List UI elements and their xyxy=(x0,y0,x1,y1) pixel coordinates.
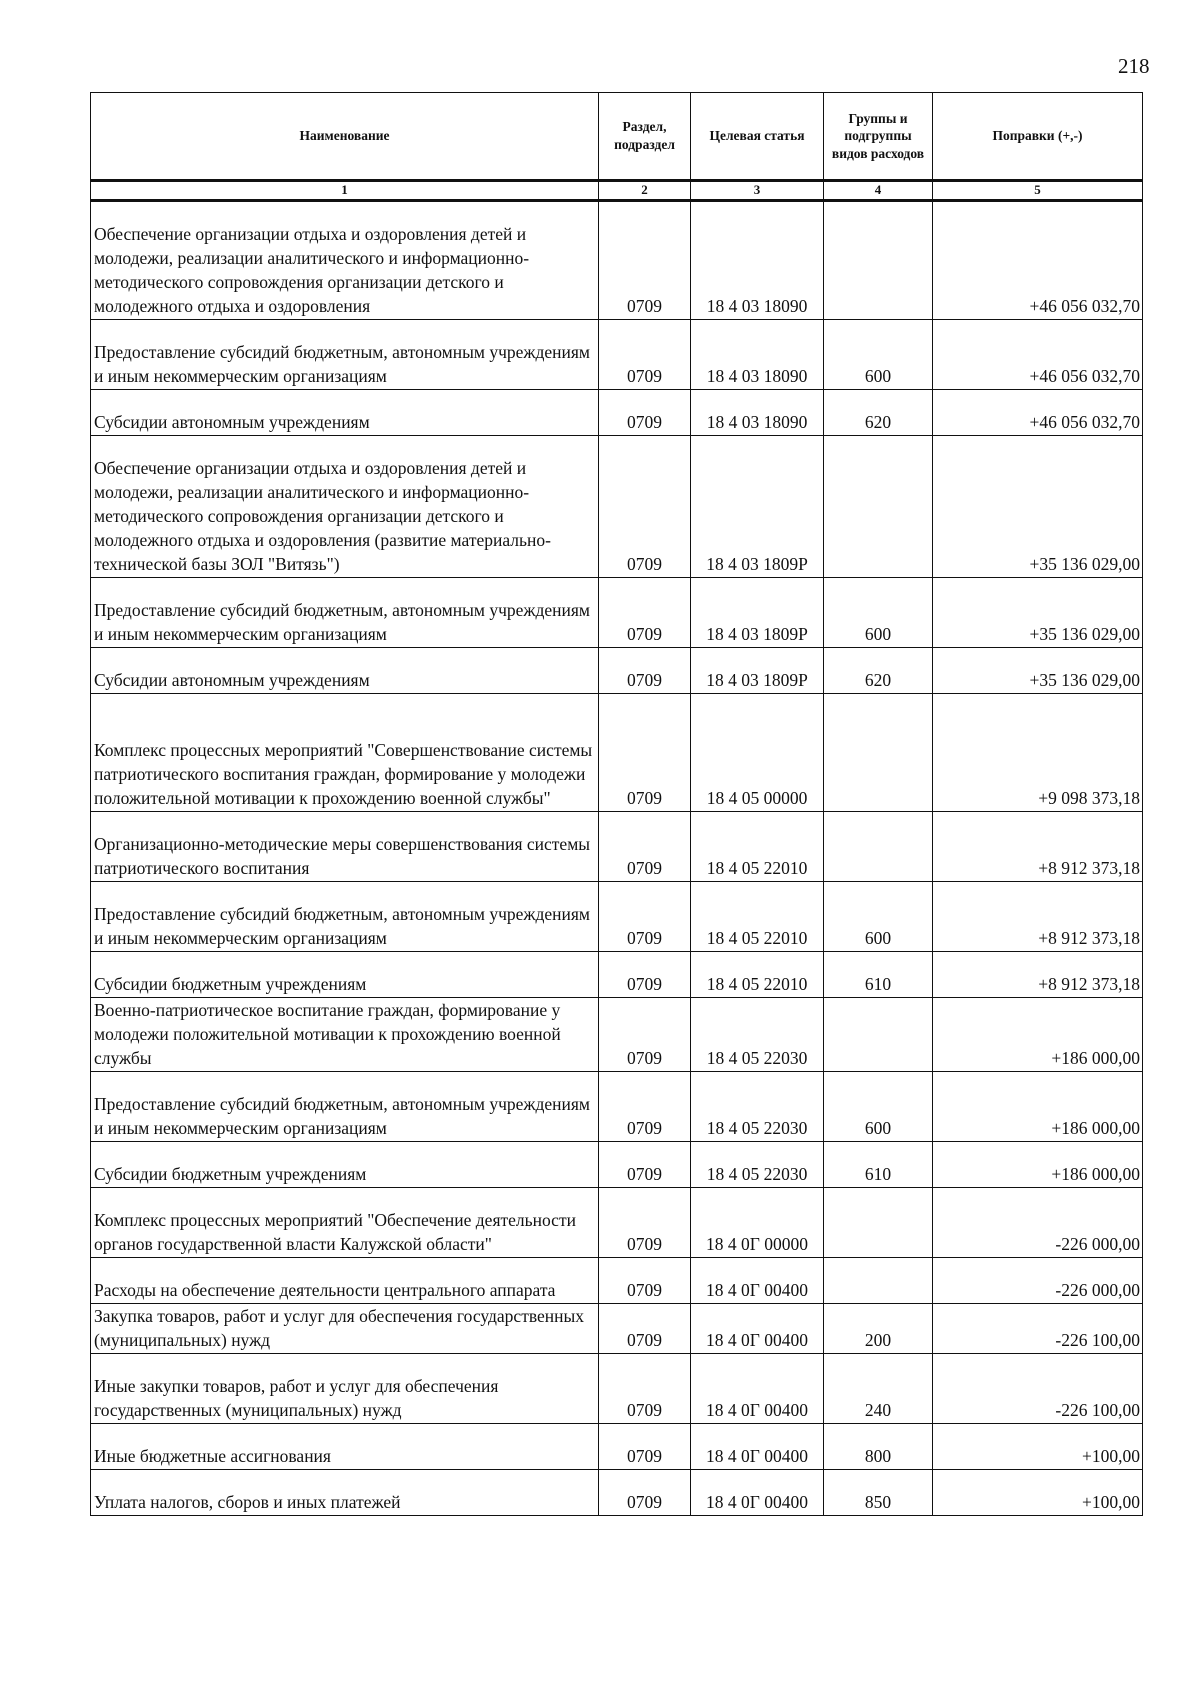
row-target-article: 18 4 05 22030 xyxy=(691,997,824,1071)
column-number-row xyxy=(91,181,1143,201)
table-row xyxy=(91,1469,1143,1515)
row-expense-group: 600 xyxy=(824,577,933,647)
row-expense-group: 240 xyxy=(824,1353,933,1423)
row-expense-group xyxy=(824,1187,933,1257)
row-section: 0709 xyxy=(599,319,691,389)
row-section: 0709 xyxy=(599,200,691,319)
row-amendment-amount: +186 000,00 xyxy=(933,997,1143,1071)
row-name: Субсидии бюджетным учреждениям xyxy=(91,951,599,997)
header-amendments: Поправки (+,-) xyxy=(933,93,1143,181)
row-amendment-amount: +46 056 032,70 xyxy=(933,319,1143,389)
row-expense-group: 600 xyxy=(824,1071,933,1141)
row-amendment-amount: +100,00 xyxy=(933,1469,1143,1515)
row-amendment-amount: +35 136 029,00 xyxy=(933,435,1143,577)
row-target-article: 18 4 05 22010 xyxy=(691,881,824,951)
table-row xyxy=(91,811,1143,881)
row-amendment-amount: +9 098 373,18 xyxy=(933,693,1143,811)
row-expense-group: 600 xyxy=(824,881,933,951)
row-target-article: 18 4 0Г 00400 xyxy=(691,1303,824,1353)
row-name: Военно-патриотическое воспитание граждан, формирование у молодежи положительной мотивации к прохождению военной службы xyxy=(91,997,599,1071)
row-target-article: 18 4 05 22010 xyxy=(691,951,824,997)
row-name: Субсидии автономным учреждениям xyxy=(91,647,599,693)
row-amendment-amount: -226 100,00 xyxy=(933,1353,1143,1423)
table-row xyxy=(91,1141,1143,1187)
table-row xyxy=(91,200,1143,319)
row-expense-group: 620 xyxy=(824,389,933,435)
column-number: 5 xyxy=(933,181,1143,201)
row-expense-group: 610 xyxy=(824,951,933,997)
table-row xyxy=(91,435,1143,577)
row-name: Комплекс процессных мероприятий "Совершенствование системы патриотического воспитания граждан, формирование у молодежи положительной мотивации к прохождению военной службы" xyxy=(91,693,599,811)
row-amendment-amount: -226 100,00 xyxy=(933,1303,1143,1353)
row-section: 0709 xyxy=(599,881,691,951)
row-target-article: 18 4 0Г 00400 xyxy=(691,1257,824,1303)
row-name: Обеспечение организации отдыха и оздоровления детей и молодежи, реализации аналитического и информационно-методического сопровождения организации детского и молодежного отдыха и оздоровления (развитие материально-технической базы ЗОЛ "Витязь") xyxy=(91,435,599,577)
row-amendment-amount: +8 912 373,18 xyxy=(933,881,1143,951)
row-target-article: 18 4 05 22030 xyxy=(691,1141,824,1187)
row-name: Обеспечение организации отдыха и оздоровления детей и молодежи, реализации аналитического и информационно-методического сопровождения организации детского и молодежного отдыха и оздоровления xyxy=(91,200,599,319)
row-amendment-amount: +46 056 032,70 xyxy=(933,389,1143,435)
row-section: 0709 xyxy=(599,811,691,881)
row-expense-group xyxy=(824,435,933,577)
row-name: Субсидии бюджетным учреждениям xyxy=(91,1141,599,1187)
row-amendment-amount: -226 000,00 xyxy=(933,1257,1143,1303)
row-amendment-amount: +100,00 xyxy=(933,1423,1143,1469)
row-name: Закупка товаров, работ и услуг для обеспечения государственных (муниципальных) нужд xyxy=(91,1303,599,1353)
row-section: 0709 xyxy=(599,1071,691,1141)
row-target-article: 18 4 05 00000 xyxy=(691,693,824,811)
row-section: 0709 xyxy=(599,1257,691,1303)
row-expense-group: 850 xyxy=(824,1469,933,1515)
table-row xyxy=(91,389,1143,435)
row-section: 0709 xyxy=(599,389,691,435)
row-name: Организационно-методические меры совершенствования системы патриотического воспитания xyxy=(91,811,599,881)
row-section: 0709 xyxy=(599,577,691,647)
table-row xyxy=(91,577,1143,647)
row-target-article: 18 4 0Г 00400 xyxy=(691,1353,824,1423)
row-name: Предоставление субсидий бюджетным, автономным учреждениям и иным некоммерческим организациям xyxy=(91,881,599,951)
row-amendment-amount: +46 056 032,70 xyxy=(933,200,1143,319)
row-expense-group xyxy=(824,811,933,881)
table-row xyxy=(91,1257,1143,1303)
table-row xyxy=(91,1353,1143,1423)
row-name: Предоставление субсидий бюджетным, автономным учреждениям и иным некоммерческим организациям xyxy=(91,1071,599,1141)
row-target-article: 18 4 03 18090 xyxy=(691,319,824,389)
row-name: Иные бюджетные ассигнования xyxy=(91,1423,599,1469)
row-target-article: 18 4 03 1809Р xyxy=(691,435,824,577)
row-expense-group: 620 xyxy=(824,647,933,693)
row-name: Субсидии автономным учреждениям xyxy=(91,389,599,435)
row-amendment-amount: +8 912 373,18 xyxy=(933,811,1143,881)
row-section: 0709 xyxy=(599,693,691,811)
header-target: Целевая статья xyxy=(691,93,824,181)
row-amendment-amount: +35 136 029,00 xyxy=(933,577,1143,647)
row-section: 0709 xyxy=(599,1141,691,1187)
row-target-article: 18 4 0Г 00400 xyxy=(691,1423,824,1469)
row-expense-group xyxy=(824,200,933,319)
table-row xyxy=(91,1423,1143,1469)
row-target-article: 18 4 03 18090 xyxy=(691,200,824,319)
table-row xyxy=(91,1071,1143,1141)
table-row xyxy=(91,881,1143,951)
row-section: 0709 xyxy=(599,647,691,693)
column-number: 2 xyxy=(599,181,691,201)
row-amendment-amount: +186 000,00 xyxy=(933,1141,1143,1187)
row-name: Комплекс процессных мероприятий "Обеспечение деятельности органов государственной власти Калужской области" xyxy=(91,1187,599,1257)
column-number: 4 xyxy=(824,181,933,201)
table-row xyxy=(91,319,1143,389)
row-target-article: 18 4 03 1809Р xyxy=(691,577,824,647)
table-row xyxy=(91,1187,1143,1257)
column-number: 3 xyxy=(691,181,824,201)
row-expense-group: 610 xyxy=(824,1141,933,1187)
row-amendment-amount: +186 000,00 xyxy=(933,1071,1143,1141)
row-name: Иные закупки товаров, работ и услуг для обеспечения государственных (муниципальных) нужд xyxy=(91,1353,599,1423)
row-section: 0709 xyxy=(599,1423,691,1469)
row-expense-group: 600 xyxy=(824,319,933,389)
column-number: 1 xyxy=(91,181,599,201)
row-expense-group: 800 xyxy=(824,1423,933,1469)
header-name: Наименование xyxy=(91,93,599,181)
table-row xyxy=(91,647,1143,693)
row-name: Уплата налогов, сборов и иных платежей xyxy=(91,1469,599,1515)
row-section: 0709 xyxy=(599,1469,691,1515)
row-expense-group xyxy=(824,693,933,811)
row-section: 0709 xyxy=(599,435,691,577)
row-target-article: 18 4 03 1809Р xyxy=(691,647,824,693)
table-row xyxy=(91,997,1143,1071)
row-target-article: 18 4 0Г 00000 xyxy=(691,1187,824,1257)
row-name: Предоставление субсидий бюджетным, автономным учреждениям и иным некоммерческим организациям xyxy=(91,577,599,647)
table-row xyxy=(91,951,1143,997)
row-expense-group: 200 xyxy=(824,1303,933,1353)
header-groups: Группы и подгруппы видов расходов xyxy=(824,93,933,181)
row-target-article: 18 4 0Г 00400 xyxy=(691,1469,824,1515)
budget-amendments-table xyxy=(90,92,1143,1516)
row-amendment-amount: +8 912 373,18 xyxy=(933,951,1143,997)
row-target-article: 18 4 05 22030 xyxy=(691,1071,824,1141)
table-header-row xyxy=(91,93,1143,181)
row-target-article: 18 4 03 18090 xyxy=(691,389,824,435)
table-row xyxy=(91,1303,1143,1353)
row-section: 0709 xyxy=(599,951,691,997)
row-section: 0709 xyxy=(599,1303,691,1353)
row-target-article: 18 4 05 22010 xyxy=(691,811,824,881)
header-section: Раздел, подраздел xyxy=(599,93,691,181)
row-amendment-amount: +35 136 029,00 xyxy=(933,647,1143,693)
row-section: 0709 xyxy=(599,997,691,1071)
row-section: 0709 xyxy=(599,1353,691,1423)
row-section: 0709 xyxy=(599,1187,691,1257)
row-name: Предоставление субсидий бюджетным, автономным учреждениям и иным некоммерческим организациям xyxy=(91,319,599,389)
table-row xyxy=(91,693,1143,811)
page-number: 218 xyxy=(1118,54,1150,78)
row-expense-group xyxy=(824,997,933,1071)
row-amendment-amount: -226 000,00 xyxy=(933,1187,1143,1257)
row-name: Расходы на обеспечение деятельности центрального аппарата xyxy=(91,1257,599,1303)
row-expense-group xyxy=(824,1257,933,1303)
